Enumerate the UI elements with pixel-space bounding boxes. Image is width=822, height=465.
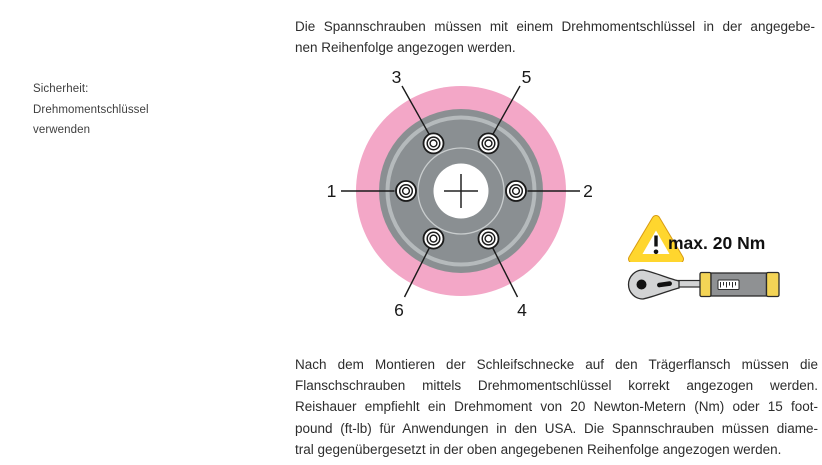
bolt-number-5: 5 [521,67,532,87]
paragraph-line: Nach dem Montieren der Schleifschnecke auf den Trägerflansch müssen die [295,357,818,372]
screw-icon [424,133,444,153]
margin-note-line: Drehmomentschlüssel [33,103,149,116]
max-torque-label: max. 20 Nm [668,233,766,253]
paragraph-line: Flanschschrauben mittels Drehmomentschlüssel korrekt angezogen werden. [295,378,818,394]
wrench-band-right [767,273,780,297]
wrench-drive-socket [637,280,647,290]
exclamation-mark [654,236,659,255]
intro-paragraph [295,16,815,58]
bolt-number-2: 2 [583,181,593,201]
bolt-number-3: 3 [391,67,402,87]
wrench-scale-window [718,280,739,290]
screw-icon [506,181,526,201]
grinding-wheel-diagram [310,55,620,330]
paragraph-line: pound (ft-lb) für Anwendungen in den USA. Die Spannschrauben müssen diame- [295,420,818,436]
margin-note [33,79,149,141]
bolt-number-6: 6 [394,300,404,320]
margin-note-line: verwenden [33,124,91,136]
screw-icon [396,181,416,201]
torque-wrench-icon [626,264,786,308]
wrench-band-left [700,273,711,297]
screw-icon [479,229,499,249]
paragraph-line: tral gegenübergesetzt in der oben angegebenen Reihenfolge angezogen werden. [295,441,782,457]
paragraph-line: nen Reihenfolge angezogen werden. [295,40,516,55]
screw-icon [424,229,444,249]
paragraph-line: Die Spannschrauben müssen mit einem Drehmomentschlüssel in der angegebe- [295,19,815,34]
bolt-number-1: 1 [326,181,337,201]
paragraph-line: Reishauer empfiehlt ein Drehmoment von 20 Newton-Metern (Nm) oder 15 foot- [295,399,818,415]
bolt-number-4: 4 [517,300,527,320]
body-paragraph [295,354,818,460]
margin-note-line: Sicherheit: [33,83,89,95]
screw-icon [479,133,499,153]
